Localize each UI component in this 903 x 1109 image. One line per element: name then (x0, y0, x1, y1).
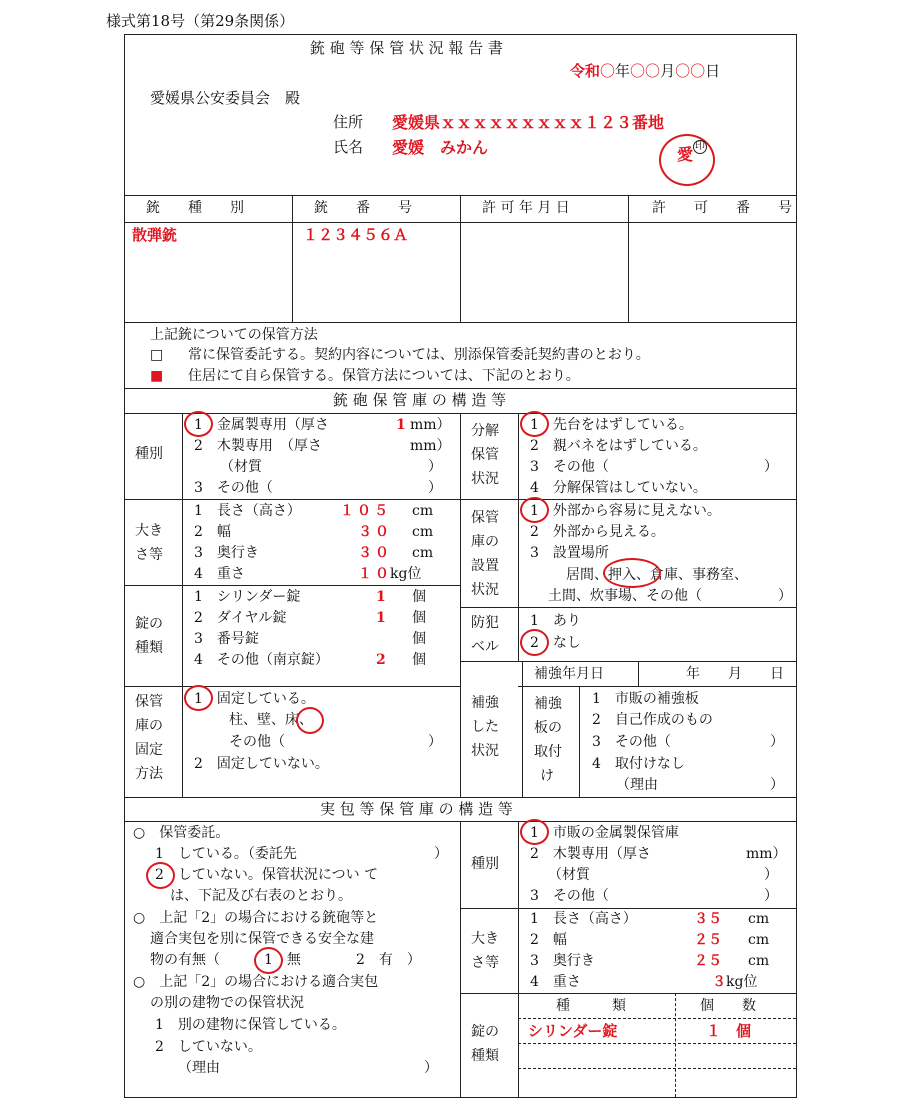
gs-disasm-label3: 状況 (471, 471, 499, 487)
gs-install-line4: 居間、押入、倉庫、事務室、 (566, 567, 748, 583)
method-opt1-box: □ (150, 347, 164, 363)
gs-disasm-circle (520, 411, 549, 437)
gs-reinf-label1: 補強 (471, 695, 499, 711)
gs-reinf-date-label: 補強年月日 (534, 666, 604, 682)
rule (518, 413, 519, 661)
gs-install-line2: 2 外部から見える。 (530, 524, 665, 540)
rule (628, 195, 629, 322)
gs-lock-label1: 錠の (135, 616, 163, 632)
ammo-size-item-value: ２５ (694, 932, 722, 948)
addressee: 愛媛県公安委員会 殿 (150, 89, 301, 107)
ammo-type-line3-close: ） (764, 888, 778, 904)
gun-number-value: １２３４５６Ａ (303, 226, 409, 244)
gs-type-mm2: mm） (410, 438, 451, 454)
gs-size-item-unit: cm (412, 545, 434, 561)
rule (182, 413, 183, 798)
address-value: 愛媛県ｘｘｘｘｘｘｘｘｘ１２３番地 (392, 113, 665, 132)
gs-size-label1: 大き (135, 523, 163, 539)
gs-alarm-label1: 防犯 (471, 615, 499, 631)
ammo-size-item-unit: cm (748, 953, 770, 969)
gs-lock-label2: 種類 (135, 640, 163, 656)
ammo-left-line: の別の建物での保管状況 (150, 995, 304, 1011)
ammo-size-item-label: 3 奥行き (530, 953, 595, 969)
gs-install-line1: 1 外部から容易に見えない。 (530, 503, 721, 519)
gs-lock-item-unit: 個 (412, 610, 426, 626)
gs-size-item-label: 4 重さ (194, 566, 245, 582)
rule (124, 1097, 797, 1098)
gs-disasm-label2: 保管 (471, 447, 499, 463)
ammo-size-item-label: 4 重さ (530, 974, 581, 990)
ammo-size-item-unit: kg位 (726, 974, 758, 990)
rule (124, 499, 460, 500)
report-date: 令和〇年〇〇月〇〇日 (570, 62, 721, 80)
gs-install-label1: 保管 (471, 510, 499, 526)
ammo-lock-col-divider (675, 993, 676, 1097)
ammo-left-line: 1 無 (264, 952, 301, 968)
gs-size-item-unit: kg位 (390, 566, 422, 582)
gs-lock-item-unit: 個 (412, 589, 426, 605)
method-opt2: 住居にて自ら保管する。保管方法については、下記のとおり。 (188, 368, 580, 384)
rule (124, 388, 797, 389)
rule (579, 686, 580, 798)
gs-size-item-value: ３０ (358, 524, 392, 540)
gs-lock-item-unit: 個 (412, 652, 426, 668)
ammo-left-line: 2 していない。保管状況につい て (155, 867, 379, 883)
rule (124, 322, 797, 323)
gs-install-circle (520, 497, 549, 523)
gs-size-item-value: １０５ (340, 503, 391, 519)
ammo-lock-row-count: １ 個 (706, 1022, 752, 1040)
header-gun-type: 銃 種 別 (146, 200, 244, 216)
rule (518, 686, 796, 687)
ammo-left-line: ○ 上記「2」の場合における適合実包 (133, 974, 379, 990)
gs-reinf-line1: 1 市販の補強板 (592, 691, 699, 707)
gun-type-value: 散弾銃 (132, 226, 178, 244)
gs-disasm-line3: 3 その他（ (530, 459, 609, 475)
ammo-size-item-value: ３ (712, 974, 726, 990)
rule (460, 195, 461, 322)
ammo-type-material-close: ） (764, 867, 778, 883)
ammo-size-item-unit: cm (748, 911, 770, 927)
rule (124, 585, 460, 586)
gs-lock-item-label: 1 シリンダー錠 (194, 589, 301, 605)
frame-left (124, 34, 125, 1098)
rule (460, 821, 461, 1098)
ammo-lock-label2: 種類 (471, 1048, 499, 1064)
ammo-type-mm: mm） (746, 846, 787, 862)
gun-storage-heading: 銃 砲 保 管 庫 の 構 造 等 (333, 391, 507, 409)
gs-lock-item-label: 4 その他（南京錠） (194, 652, 329, 668)
gs-type-line1: 1 金属製専用（厚さ (194, 417, 329, 433)
document-title: 銃 砲 等 保 管 状 況 報 告 書 (310, 39, 503, 57)
gs-disasm-label1: 分解 (471, 423, 499, 439)
frame-right (796, 34, 797, 1098)
form-number: 様式第18号（第29条関係） (106, 12, 295, 30)
ammo-type-material: （材質 (548, 867, 590, 883)
gs-reinf-sub1: 補強 (534, 696, 562, 712)
gs-lock-item-value: 2 (376, 652, 386, 668)
gs-type-material: （材質 (220, 459, 262, 475)
gs-alarm-label2: ベル (471, 639, 499, 655)
ammo-notself-circle (146, 862, 175, 889)
gs-reinf-reason: （理由 (616, 777, 658, 793)
gs-reinf-label2: した (471, 719, 499, 735)
ammo-left-line: ○ 保管委託。 (133, 825, 230, 841)
ammo-size-label2: さ等 (471, 955, 499, 971)
gs-fix-line1: 1 固定している。 (194, 691, 315, 707)
gs-fix-line3-close: ） (428, 734, 442, 750)
gs-size-item-label: 1 長さ（高さ） (194, 503, 301, 519)
ammo-left-line: 物の有無（ (150, 952, 220, 968)
ammo-lock-label1: 錠の (471, 1024, 499, 1040)
gs-size-item-value: ３０ (358, 545, 392, 561)
seal-char: 愛 (677, 145, 694, 164)
rule (522, 661, 523, 798)
ammo-lock-header-count: 個 数 (700, 998, 756, 1014)
gs-reinf-label3: 状況 (471, 743, 499, 759)
rule (460, 908, 796, 909)
ammo-size-item-unit: cm (748, 932, 770, 948)
ammo-size-item-label: 1 長さ（高さ） (530, 911, 637, 927)
gs-lock-item-value: 1 (376, 589, 386, 605)
gs-install-label4: 状況 (471, 582, 499, 598)
gs-install-label2: 庫の (471, 534, 499, 550)
rule (460, 993, 796, 994)
ammo-size-item-value: ３５ (694, 911, 722, 927)
gs-alarm-circle (520, 629, 549, 656)
header-permit-number: 許 可 番 号 (652, 200, 792, 216)
name-label: 氏名 (333, 138, 364, 156)
ammo-type-line1: 1 市販の金属製保管庫 (530, 825, 679, 841)
rule (292, 195, 293, 322)
gs-lock-item-label: 2 ダイヤル錠 (194, 610, 287, 626)
gs-install-line3: 3 設置場所 (530, 545, 609, 561)
rule (460, 661, 796, 662)
gs-reinf-line4: 4 取付けなし (592, 756, 685, 772)
ammo-left-line: は、下記及び右表のとおり。 (170, 888, 352, 904)
gs-size-item-unit: cm (412, 503, 434, 519)
method-opt2-box: ■ (150, 368, 164, 384)
gs-size-item-label: 2 幅 (194, 524, 231, 540)
ammo-size-item-value: ２５ (694, 953, 722, 969)
gs-reinf-sub3: 取付 (534, 744, 562, 760)
gs-reinf-sub4: け (540, 768, 554, 784)
rule (518, 821, 519, 1098)
gs-disasm-line1: 1 先台をはずしている。 (530, 417, 693, 433)
gs-fix-line3: その他（ (229, 734, 285, 750)
gs-reinf-date-value: 年 月 日 (686, 666, 784, 682)
ammo-type-circle (520, 819, 549, 845)
gs-disasm-line3-close: ） (764, 459, 778, 475)
gs-alarm-line1: 1 あり (530, 613, 581, 629)
rule (638, 661, 639, 686)
gs-type-thickness: 1 (396, 417, 406, 433)
rule (518, 1068, 796, 1069)
method-opt1: 常に保管委託する。契約内容については、別添保管委託契約書のとおり。 (188, 347, 650, 363)
rule (518, 1043, 796, 1044)
rule (124, 797, 797, 798)
gs-type-circle (184, 411, 213, 437)
gs-disasm-line4: 4 分解保管はしていない。 (530, 480, 707, 496)
ammo-building-circle (254, 947, 283, 974)
ammo-type-line3: 3 その他（ (530, 888, 609, 904)
gs-reinf-sub2: 板の (534, 720, 562, 736)
ammo-left-line: ○ 上記「2」の場合における銃砲等と (133, 910, 379, 926)
gs-reinf-line3: 3 その他（ (592, 734, 671, 750)
header-gun-number: 銃 番 号 (314, 200, 412, 216)
gs-size-item-value: １０ (358, 566, 392, 582)
rule (518, 1018, 796, 1019)
gs-type-line3: 3 その他（ (194, 480, 273, 496)
gs-fix-label3: 固定 (135, 742, 163, 758)
ammo-left-line: 2 していない。 (155, 1039, 262, 1055)
method-heading: 上記銃についての保管方法 (150, 327, 318, 343)
gs-size-item-label: 3 奥行き (194, 545, 259, 561)
gs-install-line5-close: ） (778, 588, 792, 604)
gs-fix-floor-circle (296, 707, 324, 734)
gs-type-material-close: ） (428, 459, 442, 475)
address-label: 住所 (333, 113, 364, 131)
gs-alarm-line2: 2 なし (530, 635, 581, 651)
gs-fix-line2: 柱、壁、床、 (229, 712, 313, 728)
ammo-left-line: 適合実包を別に保管できる安全な建 (150, 931, 374, 947)
gs-fix-circle (184, 685, 213, 711)
gs-disasm-line2: 2 親バネをはずしている。 (530, 438, 707, 454)
gs-reinf-reason-close: ） (770, 777, 784, 793)
gs-fix-label1: 保管 (135, 694, 163, 710)
gs-lock-item-value: 1 (376, 610, 386, 626)
ammo-left-line: 1 している。（委託先 (155, 846, 297, 862)
rule (460, 499, 796, 500)
ammo-left-line: ） (424, 1060, 438, 1076)
header-permit-date: 許 可 年 月 日 (482, 200, 570, 216)
ammo-size-label1: 大き (471, 931, 499, 947)
ammo-left-line: （理由 (178, 1060, 220, 1076)
gs-reinf-line3-close: ） (770, 734, 784, 750)
ammo-type-line2: 2 木製専用（厚さ (530, 846, 651, 862)
ammo-storage-heading: 実 包 等 保 管 庫 の 構 造 等 (320, 800, 513, 818)
gs-size-label2: さ等 (135, 547, 163, 563)
gs-fix-line4: 2 固定していない。 (194, 756, 329, 772)
name-value: 愛媛 みかん (392, 138, 489, 157)
ammo-lock-row-kind: シリンダー錠 (528, 1022, 618, 1040)
gs-size-item-unit: cm (412, 524, 434, 540)
ammo-left-line: 2 有 ） (356, 952, 421, 968)
ammo-type-label: 種別 (471, 856, 499, 872)
ammo-left-line: ） (434, 846, 448, 862)
ammo-left-line: 1 別の建物に保管している。 (155, 1017, 346, 1033)
rule (460, 413, 461, 798)
ammo-lock-header-kind: 種 類 (556, 998, 626, 1014)
frame-top (124, 34, 797, 35)
gs-reinf-line2: 2 自己作成のもの (592, 712, 713, 728)
gs-install-oshiire-circle (603, 558, 661, 588)
gs-type-label: 種別 (135, 446, 163, 462)
gs-type-mm1: mm） (410, 417, 451, 433)
seal-mark: 印 (695, 141, 705, 152)
rule (124, 686, 460, 687)
rule (460, 607, 796, 608)
gs-fix-label4: 方法 (135, 766, 163, 782)
gs-lock-item-label: 3 番号錠 (194, 631, 259, 647)
gs-install-line5: 土間、炊事場、その他（ (548, 588, 702, 604)
gs-type-line2: 2 木製専用 （厚さ (194, 438, 322, 454)
gs-lock-item-unit: 個 (412, 631, 426, 647)
gs-fix-label2: 庫の (135, 718, 163, 734)
ammo-size-item-label: 2 幅 (530, 932, 567, 948)
gs-type-line3-close: ） (428, 480, 442, 496)
gs-install-label3: 設置 (471, 558, 499, 574)
